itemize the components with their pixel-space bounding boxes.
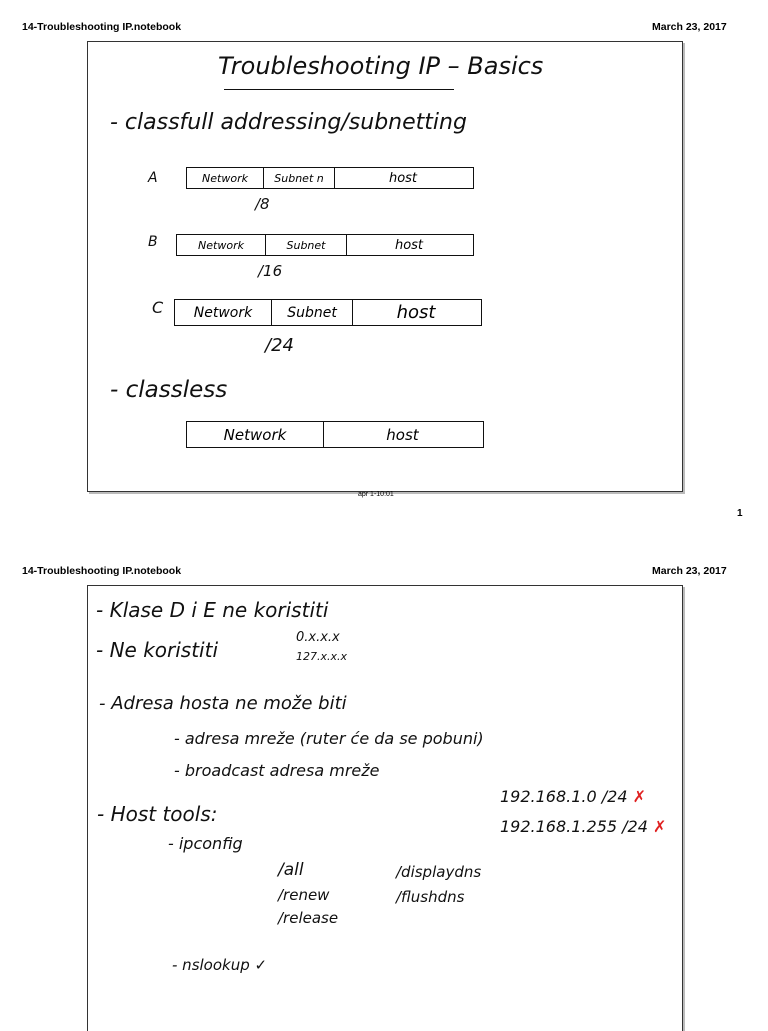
example-1-address: 192.168.1.0 /24 — [500, 787, 628, 806]
class-c-prefix: /24 — [265, 335, 294, 356]
line-host-tools: - Host tools: — [97, 802, 218, 826]
opt-renew: /renew — [278, 886, 330, 904]
class-b-network: Network — [198, 238, 244, 252]
classless-network: Network — [223, 425, 287, 444]
example-2 — [500, 817, 666, 836]
page2-date: March 23, 2017 — [652, 565, 727, 577]
class-a-host: host — [388, 170, 418, 186]
class-a-bar — [186, 167, 474, 189]
page2-filename: 14-Troubleshooting IP.notebook — [22, 565, 182, 577]
example-1 — [500, 787, 646, 806]
classless-heading: - classless — [110, 377, 228, 403]
example-2-cross-icon: ✗ — [652, 817, 667, 836]
class-a-prefix: /8 — [255, 195, 270, 213]
opt-release: /release — [278, 909, 339, 927]
class-a-subnet: Subnet n — [274, 171, 324, 185]
page1-title: Troubleshooting IP – Basics — [218, 52, 544, 80]
page1-date: March 23, 2017 — [652, 21, 727, 33]
classfull-heading: - classfull addressing/subnetting — [110, 110, 467, 135]
title-underline — [224, 89, 454, 90]
classless-host: host — [386, 425, 419, 444]
line-klase: - Klase D i E ne koristiti — [96, 598, 329, 622]
class-b-subnet: Subnet — [286, 238, 326, 252]
addr-zero: 0.x.x.x — [296, 630, 340, 645]
page1-number: 1 — [737, 508, 743, 519]
opt-displaydns: /displaydns — [396, 863, 482, 881]
opt-all: /all — [278, 860, 304, 880]
class-c-network: Network — [193, 304, 253, 321]
class-a-network: Network — [202, 171, 248, 185]
line-ne-koristiti: - Ne koristiti — [96, 638, 219, 662]
classless-bar — [186, 421, 484, 448]
page1-timestamp: apr 1-10:01 — [358, 491, 394, 498]
class-b-host: host — [394, 237, 424, 253]
class-b-bar — [176, 234, 474, 256]
class-c-letter: C — [152, 298, 164, 317]
example-1-cross-icon: ✗ — [632, 787, 647, 806]
line-adresa-hosta: - Adresa hosta ne može biti — [99, 693, 347, 714]
class-c-host: host — [396, 302, 436, 323]
class-c-subnet: Subnet — [287, 304, 337, 321]
line-broadcast: - broadcast adresa mreže — [174, 761, 380, 780]
line-nslookup: - nslookup ✓ — [172, 956, 268, 974]
class-c-bar — [174, 299, 482, 326]
class-b-letter: B — [148, 234, 158, 250]
example-2-address: 192.168.1.255 /24 — [500, 817, 648, 836]
opt-flushdns: /flushdns — [396, 888, 465, 906]
line-ipconfig: - ipconfig — [168, 834, 243, 853]
addr-127: 127.x.x.x — [296, 650, 348, 663]
line-adresa-mreze: - adresa mreže (ruter će da se pobuni) — [174, 729, 484, 748]
class-a-letter: A — [148, 170, 158, 186]
page1-filename: 14-Troubleshooting IP.notebook — [22, 21, 182, 33]
class-b-prefix: /16 — [258, 262, 283, 280]
